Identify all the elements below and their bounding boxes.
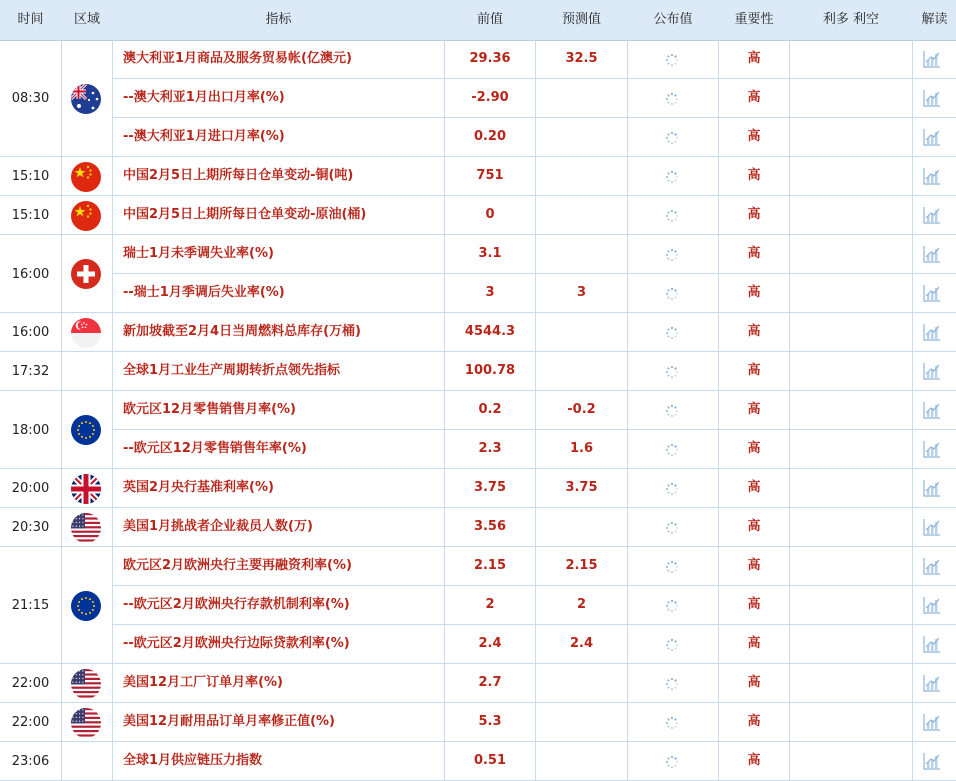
header-impact: 利多 利空 (822, 12, 880, 27)
previous-value: 5.3 (478, 714, 502, 729)
uk-flag-icon (71, 474, 101, 504)
analysis-chart-icon[interactable] (922, 49, 942, 69)
forecast-value (536, 703, 627, 741)
time-cell: 15:10 (11, 169, 50, 184)
forecast-value: 2.4 (569, 636, 594, 651)
loading-spinner-icon (665, 364, 679, 378)
header-time: 时间 (17, 12, 44, 27)
analysis-chart-icon[interactable] (922, 595, 942, 615)
header-analysis: 解读 (921, 12, 948, 27)
time-cell: 23:06 (11, 754, 50, 769)
analysis-chart-icon[interactable] (922, 517, 942, 537)
indicator-name[interactable]: 澳大利亚1月商品及服务贸易帐(亿澳元) (123, 51, 352, 66)
analysis-chart-icon[interactable] (922, 166, 942, 186)
header-forecast: 预测值 (561, 12, 601, 27)
forecast-value (536, 508, 627, 546)
loading-spinner-icon (665, 637, 679, 651)
analysis-chart-icon[interactable] (922, 361, 942, 381)
singapore-flag-icon (71, 318, 101, 348)
loading-spinner-icon (665, 52, 679, 66)
forecast-value: 2 (576, 597, 587, 612)
indicator-name[interactable]: 中国2月5日上期所每日仓单变动-铜(吨) (123, 168, 354, 183)
time-cell: 20:00 (11, 481, 50, 496)
loading-spinner-icon (665, 247, 679, 261)
usa-flag-icon (71, 708, 101, 738)
analysis-chart-icon[interactable] (922, 244, 942, 264)
previous-value: 0 (485, 207, 495, 222)
time-cell: 17:32 (11, 364, 50, 379)
column-divider (112, 40, 113, 781)
forecast-value: 2.15 (565, 558, 598, 573)
eu-flag-icon (71, 591, 101, 621)
previous-value: 2 (485, 597, 495, 612)
analysis-chart-icon[interactable] (922, 439, 942, 459)
time-cell: 16:00 (11, 325, 50, 340)
indicator-name[interactable]: 瑞士1月未季调失业率(%) (123, 246, 274, 261)
importance-value: 高 (747, 597, 761, 612)
analysis-chart-icon[interactable] (922, 712, 942, 732)
loading-spinner-icon (665, 325, 679, 339)
previous-value: 2.3 (478, 441, 502, 456)
loading-spinner-icon (665, 91, 679, 105)
previous-value: 2.7 (478, 675, 502, 690)
loading-spinner-icon (665, 676, 679, 690)
importance-value: 高 (747, 51, 761, 66)
column-divider (789, 40, 790, 781)
importance-value: 高 (747, 480, 761, 495)
column-divider (627, 40, 628, 781)
loading-spinner-icon (665, 598, 679, 612)
previous-value: 4544.3 (464, 324, 516, 339)
time-cell: 16:00 (11, 266, 50, 282)
forecast-value (536, 313, 627, 351)
importance-value: 高 (747, 675, 761, 690)
analysis-chart-icon[interactable] (922, 673, 942, 693)
indicator-name[interactable]: 欧元区12月零售销售月率(%) (123, 402, 296, 417)
importance-value: 高 (747, 402, 761, 417)
header-region: 区域 (73, 12, 100, 27)
forecast-value (536, 157, 627, 195)
previous-value: 3.75 (473, 480, 507, 495)
loading-spinner-icon (665, 403, 679, 417)
importance-value: 高 (747, 207, 761, 222)
forecast-value: 32.5 (565, 51, 598, 66)
column-divider (61, 40, 62, 781)
importance-value: 高 (747, 285, 761, 300)
loading-spinner-icon (665, 754, 679, 768)
header-indicator: 指标 (265, 12, 292, 27)
previous-value: 751 (476, 168, 504, 183)
indicator-name[interactable]: --澳大利亚1月进口月率(%) (123, 129, 285, 144)
forecast-value (536, 118, 627, 156)
australia-flag-icon (71, 84, 101, 114)
indicator-name[interactable]: --澳大利亚1月出口月率(%) (123, 90, 285, 105)
forecast-value (536, 352, 627, 390)
usa-flag-icon (71, 513, 101, 543)
loading-spinner-icon (665, 481, 679, 495)
indicator-name[interactable]: 欧元区2月欧洲央行主要再融资利率(%) (123, 558, 352, 573)
time-cell: 18:00 (11, 422, 50, 438)
table-header (0, 0, 956, 41)
analysis-chart-icon[interactable] (922, 751, 942, 771)
indicator-name[interactable]: 英国2月央行基准利率(%) (123, 480, 274, 495)
importance-value: 高 (747, 519, 761, 534)
previous-value: 3 (485, 285, 495, 300)
indicator-name[interactable]: --瑞士1月季调后失业率(%) (123, 285, 285, 300)
indicator-name[interactable]: 美国1月挑战者企业裁员人数(万) (123, 519, 313, 534)
forecast-value (536, 664, 627, 702)
loading-spinner-icon (665, 715, 679, 729)
indicator-name[interactable]: 中国2月5日上期所每日仓单变动-原油(桶) (123, 207, 367, 222)
loading-spinner-icon (665, 442, 679, 456)
forecast-value: 1.6 (569, 441, 594, 456)
indicator-name[interactable]: 美国12月工厂订单月率(%) (123, 675, 283, 690)
indicator-name[interactable]: 美国12月耐用品订单月率修正值(%) (123, 714, 335, 729)
analysis-chart-icon[interactable] (922, 478, 942, 498)
previous-value: 100.78 (464, 363, 516, 378)
analysis-chart-icon[interactable] (922, 400, 942, 420)
indicator-name[interactable]: 全球1月工业生产周期转折点领先指标 (123, 363, 341, 378)
previous-value: 0.20 (473, 129, 507, 144)
loading-spinner-icon (665, 286, 679, 300)
loading-spinner-icon (665, 169, 679, 183)
previous-value: -2.90 (471, 90, 509, 105)
indicator-name[interactable]: 新加坡截至2月4日当周燃料总库存(万桶) (123, 324, 361, 339)
indicator-name[interactable]: --欧元区2月欧洲央行存款机制利率(%) (123, 597, 350, 612)
time-cell: 22:00 (11, 715, 50, 730)
time-cell: 22:00 (11, 676, 50, 691)
importance-value: 高 (747, 558, 761, 573)
importance-value: 高 (747, 714, 761, 729)
forecast-value (536, 79, 627, 117)
time-cell: 20:30 (11, 520, 50, 535)
analysis-chart-icon[interactable] (922, 322, 942, 342)
time-cell: 15:10 (11, 208, 50, 223)
previous-value: 2.4 (478, 636, 502, 651)
loading-spinner-icon (665, 520, 679, 534)
forecast-value (536, 742, 627, 780)
indicator-name[interactable]: 全球1月供应链压力指数 (123, 753, 263, 768)
previous-value: 29.36 (469, 51, 511, 66)
importance-value: 高 (747, 168, 761, 183)
previous-value: 2.15 (473, 558, 507, 573)
loading-spinner-icon (665, 130, 679, 144)
header-previous: 前值 (476, 12, 503, 27)
forecast-value: 3.75 (565, 480, 598, 495)
importance-value: 高 (747, 753, 761, 768)
forecast-value (536, 235, 627, 273)
previous-value: 0.2 (478, 402, 502, 417)
analysis-chart-icon[interactable] (922, 556, 942, 576)
importance-value: 高 (747, 363, 761, 378)
eu-flag-icon (71, 415, 101, 445)
indicator-name[interactable]: --欧元区12月零售销售年率(%) (123, 441, 307, 456)
analysis-chart-icon[interactable] (922, 205, 942, 225)
usa-flag-icon (71, 669, 101, 699)
importance-value: 高 (747, 129, 761, 144)
importance-value: 高 (747, 636, 761, 651)
column-divider (912, 40, 913, 781)
importance-value: 高 (747, 324, 761, 339)
china-flag-icon (71, 162, 101, 192)
analysis-chart-icon[interactable] (922, 88, 942, 108)
china-flag-icon (71, 201, 101, 231)
indicator-name[interactable]: --欧元区2月欧洲央行边际贷款利率(%) (123, 636, 350, 651)
previous-value: 3.56 (473, 519, 507, 534)
forecast-value: 3 (576, 285, 587, 300)
loading-spinner-icon (665, 559, 679, 573)
previous-value: 3.1 (478, 246, 502, 261)
importance-value: 高 (747, 441, 761, 456)
loading-spinner-icon (665, 208, 679, 222)
header-importance: 重要性 (734, 12, 774, 27)
switzerland-flag-icon (71, 259, 101, 289)
analysis-chart-icon[interactable] (922, 127, 942, 147)
importance-value: 高 (747, 246, 761, 261)
time-cell: 21:15 (11, 598, 50, 613)
importance-value: 高 (747, 90, 761, 105)
analysis-chart-icon[interactable] (922, 634, 942, 654)
forecast-value (536, 196, 627, 234)
time-cell: 08:30 (11, 91, 50, 106)
header-actual: 公布值 (653, 12, 693, 27)
forecast-value: -0.2 (567, 402, 596, 417)
analysis-chart-icon[interactable] (922, 283, 942, 303)
previous-value: 0.51 (473, 753, 507, 768)
